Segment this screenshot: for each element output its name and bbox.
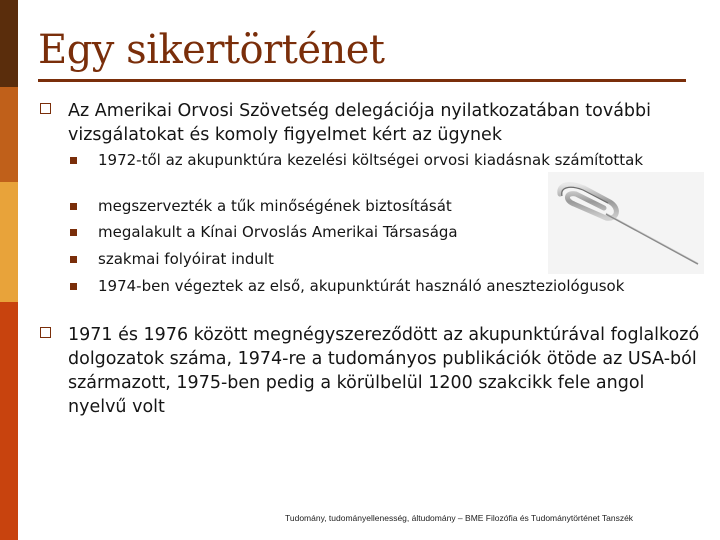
title-underline [38, 79, 686, 82]
bullet-text: 1971 és 1976 között megnégyszereződött az akupunktúrával foglalkozó dolgozatok száma, 1974-re a tudományos publikációk ötöde az USA-ból származott, 1975-ben pedig a körülbelül 1200 szakcikk fele angol nyelvű volt [68, 325, 700, 417]
sub-bullet-square-icon [70, 283, 77, 290]
sub-bullet-text: szakmai folyóirat indult [98, 250, 274, 268]
sub-bullet-text: megszervezték a tűk minőségének biztosítását [98, 197, 452, 215]
bullet-square-icon [40, 103, 51, 114]
sub-bullet-square-icon [70, 157, 77, 164]
footer-text: Tudomány, tudományellenesség, áltudomány – BME Filozófia és Tudománytörténet Tanszék [285, 513, 634, 523]
sub-bullet-square-icon [70, 229, 77, 236]
sub-bullet-text: 1974-ben végeztek az első, akupunktúrát használó aneszteziológusok [98, 277, 625, 295]
slide-title: Egy sikertörténet [38, 27, 385, 73]
acupuncture-needle-icon [548, 172, 704, 274]
sidebar-segment [0, 0, 18, 87]
sidebar-segment [0, 302, 18, 540]
bullet-square-icon [40, 327, 51, 338]
sub-bullet-text: megalakult a Kínai Orvoslás Amerikai Társasága [98, 223, 458, 241]
sidebar-segment [0, 182, 18, 302]
sidebar-segment [0, 87, 18, 182]
sub-bullet-square-icon [70, 256, 77, 263]
sidebar-stripe [0, 0, 18, 540]
sub-bullet-square-icon [70, 203, 77, 210]
sub-bullet-text: 1972-től az akupunktúra kezelési költségei orvosi kiadásnak számítottak [98, 151, 644, 169]
bullet-text: Az Amerikai Orvosi Szövetség delegációja nyilatkozatában további vizsgálatokat és komoly figyelmet kért az ügynek [68, 101, 652, 145]
